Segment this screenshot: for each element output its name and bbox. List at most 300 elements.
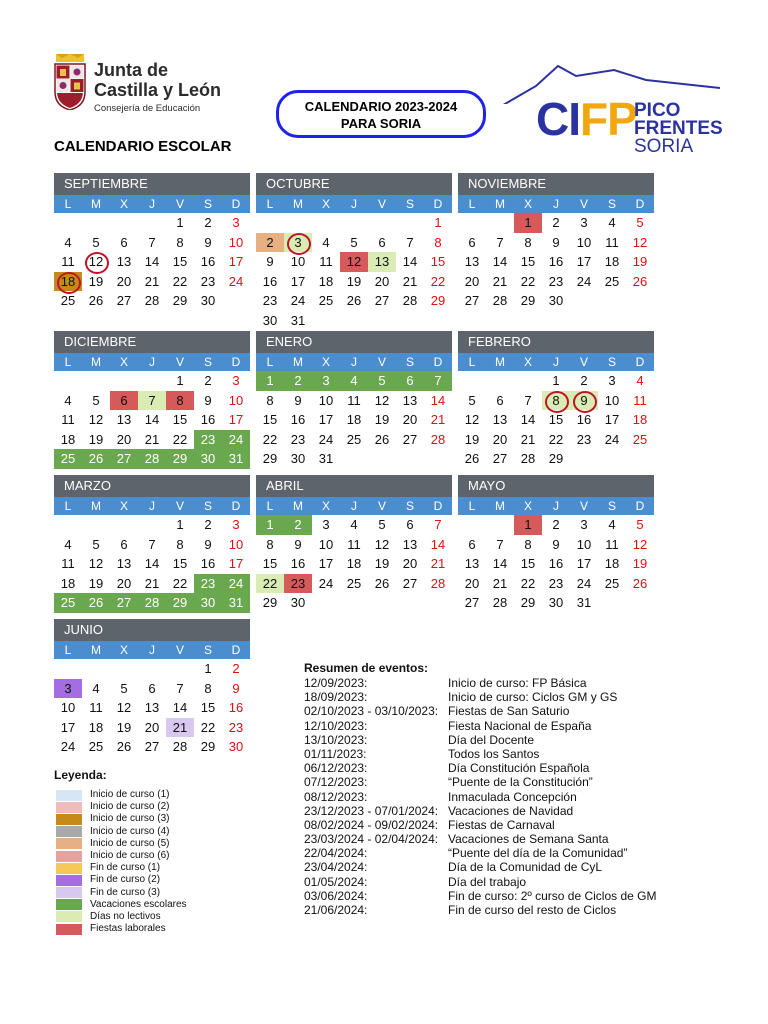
day-cell: 31: [290, 312, 306, 328]
event-date: 08/02/2024 - 09/02/2024:: [304, 817, 439, 832]
day-cell: 16: [290, 412, 306, 427]
event-description: Día de la Comunidad de CyL: [448, 860, 603, 875]
day-cell: 4: [64, 392, 72, 408]
legend-swatch: [56, 887, 82, 898]
day-cell: 27: [144, 739, 160, 754]
day-cell: 8: [434, 234, 442, 250]
event-date: 23/04/2024:: [304, 860, 368, 875]
day-cell: 26: [632, 273, 648, 289]
day-empty: [82, 515, 110, 535]
day-cell: 29: [166, 449, 194, 469]
day-empty: [256, 213, 284, 233]
weekday-label: M: [293, 499, 303, 513]
day-cell: 15: [172, 556, 188, 571]
day-cell: 30: [290, 451, 306, 466]
day-cell: 14: [144, 412, 160, 427]
day-cell: 13: [368, 252, 396, 272]
day-cell: 29: [166, 593, 194, 613]
day-cell: 16: [548, 556, 564, 571]
day-cell: 26: [82, 593, 110, 613]
weekday-label: D: [231, 355, 241, 369]
day-cell: 11: [61, 412, 75, 427]
day-cell: 12: [82, 252, 110, 272]
weekday-label: S: [203, 643, 212, 657]
day-cell: 17: [60, 719, 76, 735]
day-cell: 24: [290, 293, 306, 308]
day-grid: [458, 213, 654, 311]
event-date: 18/09/2023:: [304, 690, 368, 705]
day-cell: 11: [605, 536, 619, 552]
day-cell: 15: [262, 412, 278, 427]
event-description: Fiestas de Carnaval: [448, 817, 555, 832]
day-cell: 6: [468, 536, 476, 552]
day-cell: 18: [318, 273, 334, 289]
weekday-label: V: [175, 499, 184, 513]
day-cell: 18: [632, 412, 648, 427]
day-cell: 23: [228, 719, 244, 735]
day-cell: 20: [492, 431, 508, 447]
day-empty: [312, 213, 340, 233]
day-empty: [54, 213, 82, 233]
day-cell: 19: [374, 556, 390, 571]
event-description: Fin de curso del resto de Ciclos: [448, 903, 617, 917]
day-cell: 6: [396, 371, 424, 391]
legend-swatch: [56, 899, 82, 910]
day-empty: [138, 659, 166, 679]
day-cell: 23: [200, 273, 216, 289]
day-cell: 16: [200, 254, 216, 269]
day-cell: 1: [256, 371, 284, 391]
day-grid: [54, 515, 250, 613]
day-cell: 20: [116, 273, 132, 289]
day-cell: 28: [492, 293, 508, 308]
day-cell: 9: [266, 254, 274, 269]
weekday-label: X: [523, 197, 532, 211]
day-cell: 21: [430, 412, 446, 427]
weekday-header: [458, 195, 654, 213]
event-row: [304, 790, 724, 804]
legend-swatch: [56, 802, 82, 813]
weekday-label: D: [433, 197, 443, 211]
legend-swatch: [56, 790, 82, 801]
day-cell: 31: [222, 449, 250, 469]
month-name: OCTUBRE: [256, 173, 452, 195]
weekday-label: S: [203, 197, 212, 211]
day-cell: 19: [346, 273, 362, 289]
day-empty: [486, 515, 514, 535]
day-cell: 17: [228, 556, 244, 571]
day-cell: 6: [496, 392, 504, 408]
day-cell: 20: [144, 719, 160, 735]
day-cell: 28: [492, 595, 508, 610]
calendar-title-line2: PARA SORIA: [340, 116, 422, 131]
day-cell: 23: [194, 574, 222, 594]
day-cell: 5: [368, 371, 396, 391]
event-row: [304, 832, 724, 846]
day-empty: [82, 371, 110, 391]
legend-item: [56, 801, 256, 813]
day-cell: 23: [548, 273, 564, 289]
weekday-label: X: [119, 197, 128, 211]
calendar-title-box: [276, 90, 486, 138]
legend-swatch: [56, 924, 82, 935]
legend-item: [56, 899, 256, 911]
day-cell: 2: [284, 515, 312, 535]
day-cell: 11: [89, 700, 103, 715]
day-empty: [368, 213, 396, 233]
day-cell: 4: [92, 680, 100, 696]
day-empty: [110, 515, 138, 535]
day-cell: 3: [54, 679, 82, 699]
weekday-label: D: [231, 643, 241, 657]
day-cell: 20: [402, 412, 418, 427]
day-empty: [514, 371, 542, 391]
legend-title: Leyenda:: [54, 768, 107, 782]
day-grid: [458, 371, 654, 469]
day-cell: 18: [88, 719, 104, 735]
day-cell: 12: [88, 412, 104, 427]
day-cell: 8: [266, 392, 274, 408]
day-cell: 4: [64, 234, 72, 250]
day-cell: 9: [570, 391, 598, 411]
day-cell: 23: [194, 430, 222, 450]
legend-item: [56, 887, 256, 899]
day-cell: 22: [520, 575, 536, 591]
day-empty: [54, 659, 82, 679]
day-cell: 8: [176, 536, 184, 552]
event-description: Fin de curso: 2º curso de Ciclos de GM: [448, 888, 657, 903]
day-cell: 22: [256, 574, 284, 594]
day-cell: 3: [608, 373, 616, 388]
event-description: Inmaculada Concepción: [448, 789, 577, 804]
day-empty: [82, 213, 110, 233]
day-cell: 27: [116, 293, 132, 308]
day-cell: 1: [204, 661, 212, 676]
day-cell: 23: [262, 293, 278, 308]
weekday-label: S: [203, 355, 212, 369]
day-cell: 9: [204, 536, 212, 552]
cifp-pico: PICO: [634, 100, 681, 121]
day-empty: [54, 371, 82, 391]
month-septiembre: [54, 173, 250, 311]
day-cell: 8: [166, 391, 194, 411]
day-cell: 4: [608, 215, 616, 230]
weekday-label: D: [433, 355, 443, 369]
day-cell: 28: [144, 293, 160, 308]
event-row: [304, 676, 724, 690]
month-name: ENERO: [256, 331, 452, 353]
event-row: [304, 733, 724, 747]
weekday-label: M: [495, 197, 505, 211]
day-cell: 9: [552, 234, 560, 250]
month-name: ABRIL: [256, 475, 452, 497]
day-cell: 7: [138, 391, 166, 411]
day-cell: 1: [434, 215, 442, 230]
day-cell: 21: [430, 556, 446, 571]
day-cell: 22: [172, 431, 188, 447]
day-cell: 26: [632, 575, 648, 591]
day-cell: 28: [430, 575, 446, 591]
weekday-label: S: [405, 197, 414, 211]
day-cell: 13: [116, 412, 132, 427]
legend-label: Días no lectivos: [90, 910, 161, 922]
day-cell: 30: [200, 293, 216, 308]
legend-item: [56, 911, 256, 923]
day-cell: 29: [172, 293, 188, 308]
day-cell: 7: [496, 234, 504, 250]
day-cell: 16: [200, 556, 216, 571]
day-cell: 28: [430, 431, 446, 447]
event-description: Vacaciones de Navidad: [448, 803, 574, 818]
day-cell: 7: [434, 517, 442, 532]
day-cell: 18: [604, 556, 620, 571]
day-cell: 13: [464, 556, 480, 571]
day-cell: 31: [576, 595, 592, 610]
day-grid: [54, 371, 250, 469]
cifp-logo: [496, 64, 722, 160]
day-cell: 24: [576, 273, 592, 289]
month-diciembre: [54, 331, 250, 469]
weekday-label: X: [523, 355, 532, 369]
weekday-label: L: [64, 643, 72, 657]
event-row: [304, 747, 724, 761]
weekday-label: X: [119, 355, 128, 369]
weekday-label: S: [607, 355, 616, 369]
day-empty: [458, 213, 486, 233]
weekday-label: L: [266, 355, 274, 369]
event-description: Día del Docente: [448, 732, 535, 747]
day-cell: 5: [120, 680, 128, 696]
day-cell: 5: [350, 234, 358, 250]
day-cell: 4: [608, 517, 616, 532]
weekday-label: S: [405, 355, 414, 369]
month-mayo: [458, 475, 654, 613]
day-cell: 22: [430, 273, 446, 289]
day-cell: 30: [548, 293, 564, 308]
day-grid: [256, 213, 452, 330]
weekday-label: X: [523, 499, 532, 513]
day-cell: 24: [318, 575, 334, 591]
day-cell: 26: [116, 739, 132, 754]
day-grid: [458, 515, 654, 613]
day-cell: 4: [340, 371, 368, 391]
day-cell: 17: [290, 273, 306, 289]
event-row: [304, 719, 724, 733]
day-cell: 12: [340, 252, 368, 272]
weekday-label: J: [553, 499, 559, 513]
weekday-label: X: [321, 197, 330, 211]
day-empty: [138, 515, 166, 535]
weekday-label: V: [377, 355, 386, 369]
event-row: [304, 903, 724, 917]
day-cell: 7: [424, 371, 452, 391]
day-cell: 21: [144, 273, 160, 289]
legend-item: [56, 813, 256, 825]
day-cell: 14: [402, 254, 418, 269]
day-cell: 17: [576, 556, 592, 571]
day-cell: 31: [222, 593, 250, 613]
weekday-header: [256, 353, 452, 371]
day-cell: 15: [430, 254, 446, 269]
weekday-label: V: [175, 197, 184, 211]
day-cell: 1: [176, 373, 184, 388]
day-cell: 6: [406, 517, 414, 532]
day-cell: 3: [232, 373, 240, 388]
month-name: DICIEMBRE: [54, 331, 250, 353]
day-cell: 17: [318, 412, 334, 427]
legend-label: Vacaciones escolares: [90, 898, 187, 910]
day-cell: 14: [172, 700, 188, 715]
weekday-label: V: [579, 499, 588, 513]
day-cell: 21: [402, 273, 418, 289]
day-cell: 18: [346, 556, 362, 571]
weekday-label: J: [351, 355, 357, 369]
event-description: Día del trabajo: [448, 874, 527, 889]
day-cell: 9: [294, 392, 302, 408]
day-cell: 4: [64, 536, 72, 552]
day-cell: 20: [116, 431, 132, 447]
day-cell: 4: [322, 234, 330, 250]
day-cell: 15: [262, 556, 278, 571]
event-date: 23/03/2024 - 02/04/2024:: [304, 832, 439, 847]
month-febrero: [458, 331, 654, 469]
event-row: [304, 875, 724, 889]
day-cell: 5: [92, 234, 100, 250]
org-name-line2: Castilla y León: [94, 80, 222, 100]
day-cell: 8: [524, 234, 532, 250]
day-cell: 23: [284, 574, 312, 594]
weekday-label: L: [468, 499, 476, 513]
weekday-label: S: [405, 499, 414, 513]
day-cell: 15: [172, 412, 188, 427]
day-cell: 29: [430, 293, 446, 308]
weekday-label: S: [203, 499, 212, 513]
day-cell: 21: [492, 273, 508, 289]
weekday-label: J: [351, 499, 357, 513]
event-date: 03/06/2024:: [304, 888, 368, 903]
day-cell: 6: [468, 234, 476, 250]
day-cell: 18: [60, 431, 76, 447]
day-cell: 17: [228, 412, 244, 427]
legend-label: Fiestas laborales: [90, 923, 166, 935]
day-cell: 5: [636, 517, 644, 532]
weekday-label: J: [149, 499, 155, 513]
day-cell: 3: [580, 517, 588, 532]
legend-label: Inicio de curso (5): [90, 837, 170, 849]
day-cell: 22: [548, 431, 564, 447]
day-cell: 20: [464, 575, 480, 591]
day-cell: 30: [262, 312, 278, 328]
event-row: [304, 775, 724, 789]
event-date: 13/10/2023:: [304, 732, 368, 747]
day-cell: 27: [374, 293, 390, 308]
cifp-frentes: FRENTES: [634, 118, 723, 139]
weekday-label: X: [321, 499, 330, 513]
day-cell: 3: [312, 371, 340, 391]
day-cell: 17: [318, 556, 334, 571]
day-cell: 10: [576, 536, 592, 552]
day-cell: 19: [632, 556, 648, 571]
day-cell: 28: [138, 449, 166, 469]
day-cell: 1: [176, 517, 184, 532]
day-cell: 13: [492, 412, 508, 427]
weekday-header: [54, 641, 250, 659]
day-cell: 18: [54, 272, 82, 292]
legend: [56, 789, 256, 935]
event-row: [304, 846, 724, 860]
weekday-label: J: [149, 643, 155, 657]
day-cell: 15: [520, 254, 536, 269]
day-grid: [256, 371, 452, 469]
weekday-label: J: [553, 355, 559, 369]
org-department: Consejería de Educación: [94, 103, 201, 114]
day-cell: 6: [148, 680, 156, 696]
day-cell: 26: [464, 451, 480, 466]
day-cell: 29: [548, 451, 564, 466]
day-cell: 21: [492, 575, 508, 591]
event-date: 01/05/2024:: [304, 874, 368, 889]
day-cell: 14: [430, 392, 446, 408]
weekday-label: M: [495, 355, 505, 369]
crest-icon: [52, 54, 88, 110]
day-cell: 9: [232, 680, 240, 696]
weekday-label: D: [433, 499, 443, 513]
weekday-label: S: [607, 197, 616, 211]
event-description: “Puente del día de la Comunidad”: [448, 846, 628, 861]
day-cell: 15: [520, 556, 536, 571]
day-empty: [110, 213, 138, 233]
weekday-label: V: [377, 197, 386, 211]
day-cell: 1: [514, 213, 542, 233]
event-description: Fiesta Nacional de España: [448, 718, 592, 733]
day-cell: 21: [520, 431, 536, 447]
day-cell: 12: [464, 412, 480, 427]
event-description: “Puente de la Constitución”: [448, 775, 593, 790]
day-cell: 6: [120, 234, 128, 250]
weekday-label: X: [119, 643, 128, 657]
day-cell: 19: [374, 412, 390, 427]
day-cell: 14: [430, 536, 446, 552]
month-noviembre: [458, 173, 654, 311]
day-cell: 14: [492, 254, 508, 269]
day-cell: 22: [172, 575, 188, 591]
legend-label: Fin de curso (2): [90, 874, 161, 886]
day-cell: 7: [176, 680, 184, 696]
day-cell: 14: [144, 556, 160, 571]
day-cell: 25: [604, 273, 620, 289]
month-name: MARZO: [54, 475, 250, 497]
day-cell: 14: [520, 412, 536, 427]
calendar-title-line1: CALENDARIO 2023-2024: [304, 99, 458, 114]
day-cell: 28: [138, 593, 166, 613]
day-cell: 19: [88, 273, 104, 289]
day-cell: 27: [110, 593, 138, 613]
day-cell: 29: [520, 595, 536, 610]
day-cell: 2: [256, 233, 284, 253]
day-cell: 24: [604, 431, 620, 447]
event-date: 08/12/2023:: [304, 789, 368, 804]
weekday-label: X: [321, 355, 330, 369]
day-cell: 13: [402, 536, 418, 552]
legend-item: [56, 850, 256, 862]
day-cell: 2: [580, 373, 588, 388]
day-cell: 8: [204, 680, 212, 696]
weekday-label: D: [231, 197, 241, 211]
day-cell: 3: [284, 233, 312, 253]
day-cell: 22: [172, 273, 188, 289]
day-cell: 16: [262, 273, 278, 289]
day-cell: 20: [374, 273, 390, 289]
